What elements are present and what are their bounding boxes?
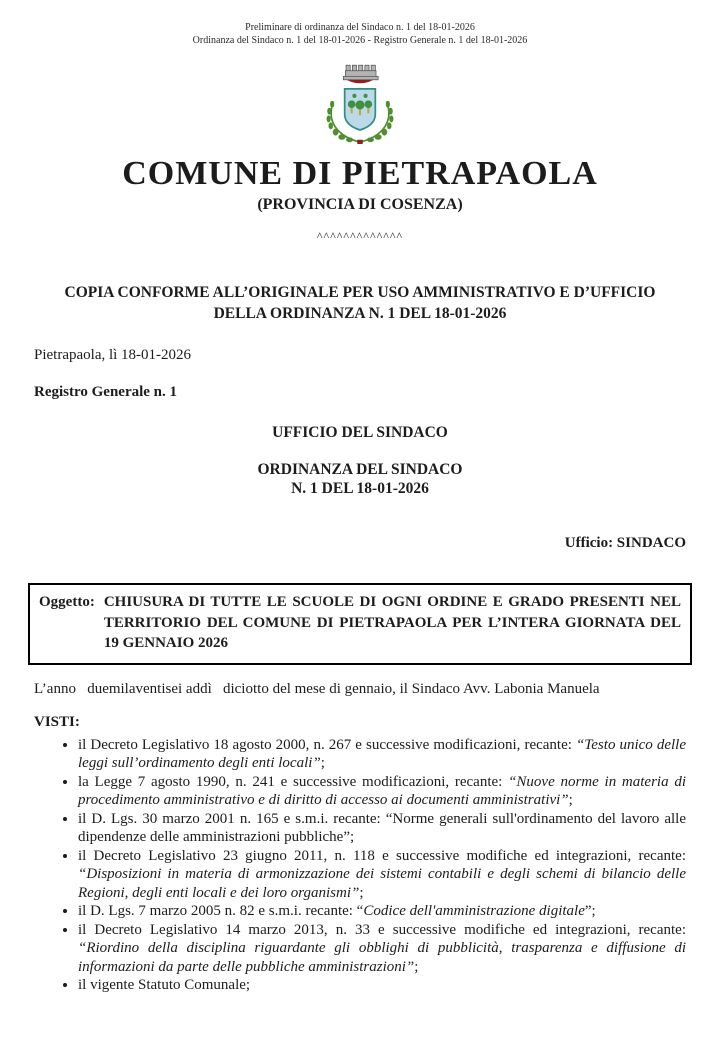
visti-item-text: il Decreto Legislativo 14 marzo 2013, n. 33 e successive modifiche ed integrazioni, recante: [78,921,686,938]
visti-heading: VISTI: [34,713,80,730]
subject-label: Oggetto: [39,594,95,610]
visti-item [78,736,686,773]
shield-icon [345,89,376,130]
visti-item-text: ; [568,792,573,808]
ordinance-heading-line2: N. 1 DEL 18-01-2026 [291,480,429,497]
coat-of-arms [34,61,686,153]
copy-notice-line2: DELLA ORDINANZA N. 1 DEL 18-01-2026 [213,305,507,322]
visti-item-quote: Codice dell'amministrazione digitale [363,903,585,919]
intro-line: L’anno duemilaventisei addì diciotto del mese di gennaio, il Sindaco Avv. Labonia Manuela [34,680,600,697]
office-label: Ufficio: SINDACO [564,535,686,551]
visti-item-text: ”; [584,903,596,919]
municipality-title: COMUNE DI PIETRAPAOLA [122,155,598,192]
visti-item [78,810,686,847]
office-header: UFFICIO DEL SINDACO [272,424,448,441]
visti-item-quote: “Riordino della disciplina riguardante gli obblighi di pubblicità, trasparenza e diffusione di informazioni da parte delle pubbliche amministrazioni” [78,940,686,975]
copy-notice-line1: COPIA CONFORME ALL’ORIGINALE PER USO AMMINISTRATIVO E D’UFFICIO [64,284,656,301]
copy-notice [34,282,686,324]
visti-item-text: il vigente Statuto Comunale; [78,977,251,993]
ordinance-heading-line1: ORDINANZA DEL SINDACO [257,461,463,478]
visti-item [78,976,686,995]
caret-divider: ^^^^^^^^^^^^^ [316,229,404,243]
visti-item-text: ; [320,755,325,771]
visti-item-text: ; [359,884,364,901]
province-subtitle: (PROVINCIA DI COSENZA) [257,196,463,213]
visti-item-text: ; [414,958,419,975]
subject-text: CHIUSURA DI TUTTE LE SCUOLE DI OGNI ORDINE E GRADO PRESENTI NEL TERRITORIO DEL COMUNE DI PIETRAPAOLA PER L’INTERA GIORNATA DEL 19 GENNAIO 2026 [103,594,681,651]
registro-generale: Registro Generale n. 1 [34,384,178,400]
visti-item-text: il Decreto Legislativo 18 agosto 2000, n. 267 e successive modificazioni, recante: [78,736,576,753]
visti-item [78,847,686,903]
visti-item [78,921,686,977]
visti-item-text: il Decreto Legislativo 23 giugno 2011, n. 118 e successive modifiche ed integrazioni, recante: [78,847,686,864]
visti-item-quote: “Nuove norme in materia di procedimento amministrativo e di diritto di accesso ai documenti amministrativi” [78,773,686,808]
visti-item-text: il D. Lgs. 7 marzo 2005 n. 82 e s.m.i. recante: “ [78,903,364,919]
place-date: Pietrapaola, lì 18-01-2026 [34,347,192,363]
visti-item-text: il D. Lgs. 30 marzo 2001 n. 165 e s.m.i. recante: “Norme generali sull'ordinamento del lavoro alle dipendenze delle amministrazioni pubbliche”; [78,810,686,845]
ordinance-heading [34,460,686,498]
subject-box [28,583,692,665]
visti-item-quote: “Disposizioni in materia di armonizzazione dei sistemi contabili e degli schemi di bilancio delle Regioni, degli enti locali e dei loro organismi” [78,866,686,901]
preliminary-line: Preliminare di ordinanza del Sindaco n. 1 del 18-01-2026 [245,22,475,33]
mural-crown-icon [343,65,378,83]
visti-item-text: la Legge 7 agosto 1990, n. 241 e successive modificazioni, recante: [78,773,509,790]
visti-item-quote: “Testo unico delle leggi sull’ordinamento degli enti locali” [78,736,687,771]
visti-list [34,736,686,995]
visti-item [78,902,686,921]
registry-line: Ordinanza del Sindaco n. 1 del 18-01-2026 - Registro Generale n. 1 del 18-01-2026 [192,34,528,46]
municipal-emblem-graphic [318,61,402,153]
visti-item [78,773,686,810]
document-top-meta [34,22,686,47]
